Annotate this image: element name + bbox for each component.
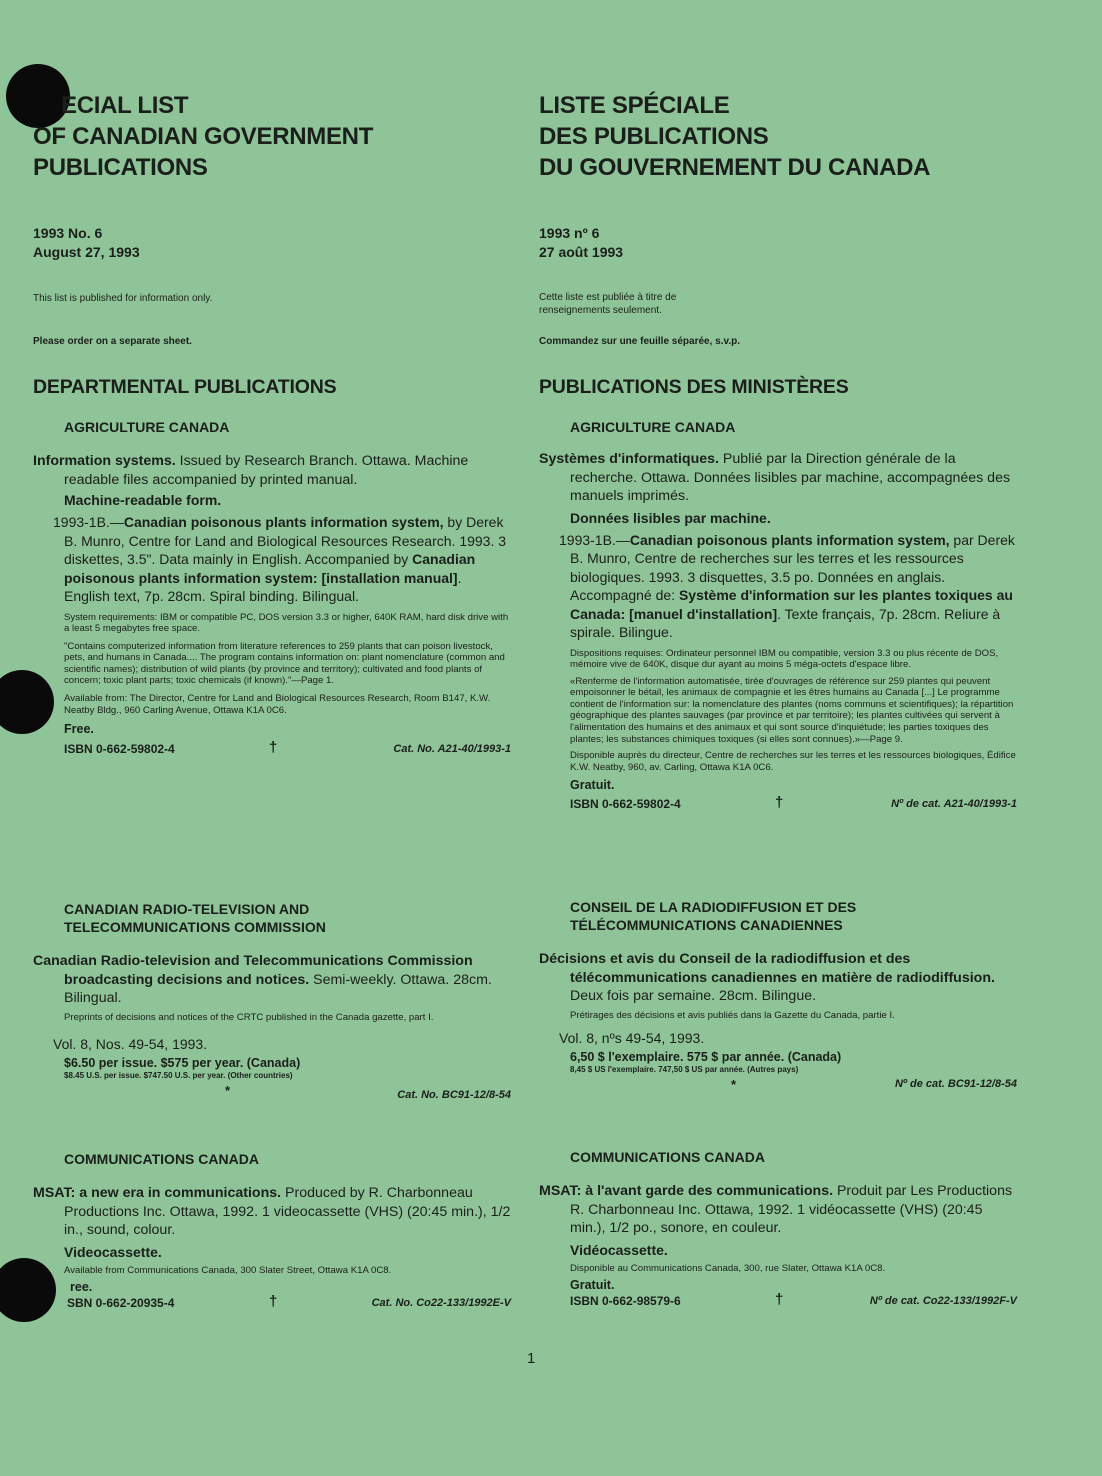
- entry-title: Information systems.: [33, 453, 176, 469]
- isbn: ISBN 0-662-98579-6: [570, 1294, 681, 1309]
- french-issue-block: [539, 224, 1017, 262]
- entry-text: Deux fois par semaine. 28cm. Bilingue.: [570, 988, 817, 1004]
- entry-note: Preprints of decisions and notices of the CRTC published in the Canada gazette, part I.: [64, 1011, 434, 1023]
- price-canada: $6.50 per issue. $575 per year. (Canada): [64, 1056, 301, 1071]
- title-line: LISTE SPÉCIALE: [539, 92, 730, 119]
- contents-note: "Contains computerized information from literature references to 259 plants that can poison livestock, pets, and humans in Canada.... The program contains information on: plant nomenclature (common and scientific names); distribution of wild plants (by province and territory); cultivated and food plants of concern; toxic plant parts; toxic chemicals (if known)."—Page 1.: [64, 640, 505, 687]
- system-requirements: Dispositions requises: Ordinateur personnel IBM ou compatible, version 3.3 ou plus récente de DOS, mémoire vive de 640K, disque dur ayant au moins 5 méga-octets d'espace libre.: [570, 647, 999, 671]
- price: Free.: [64, 722, 94, 737]
- title-line: DES PUBLICATIONS: [539, 123, 769, 150]
- crtc-section: [539, 898, 1017, 1095]
- dept-line: CONSEIL DE LA RADIODIFFUSION ET DES: [570, 899, 857, 915]
- entry-header: [33, 952, 511, 1008]
- entry-text: Semi-weekly. Ottawa. 28cm. Bilingual.: [64, 971, 492, 1006]
- format-label: Machine-readable form.: [64, 492, 222, 508]
- entry-header: [33, 1184, 511, 1240]
- catalog-row: [33, 1083, 511, 1101]
- price: Gratuit.: [570, 778, 615, 793]
- catalog-number: Cat. No. BC91-12/8-54: [397, 1089, 511, 1102]
- volume-line: Vol. 8, nºs 49-54, 1993.: [559, 1030, 705, 1047]
- entry-text: Produced by R. Charbonneau Productions Inc. Ottawa, 1992. 1 videocassette (VHS) (20:45 min.), 1/2 in., sound, colour.: [64, 1185, 511, 1238]
- price-other: 8,45 $ US l'exemplaire. 747,50 $ US par année. (Autres pays): [570, 1065, 799, 1075]
- entry-title: MSAT: a new era in communications.: [33, 1185, 282, 1201]
- entry-title: MSAT: à l'avant garde des communications.: [539, 1183, 834, 1199]
- isbn: ISBN 0-662-59802-4: [570, 797, 681, 812]
- entry-title: Systèmes d'informatiques.: [539, 451, 719, 467]
- department-heading: AGRICULTURE CANADA: [570, 419, 736, 435]
- department-heading: [33, 900, 511, 936]
- item-title-2: Système d'information sur les plantes toxiques au Canada: [manuel d'installation]: [570, 587, 1013, 622]
- order-note: Please order on a separate sheet.: [33, 336, 192, 347]
- item-text: by Derek B. Munro, Centre for Land and Biological Resources Research. 1993. 3 diskettes, 3.5". Data mainly in English. Accompanied by: [64, 514, 507, 567]
- english-title: [33, 90, 511, 183]
- volume-line: Vol. 8, Nos. 49-54, 1993.: [53, 1036, 208, 1053]
- entry-text: Produit par Les Productions R. Charbonneau Inc. Ottawa, 1992. 1 vidéocassette (VHS) (20:45 min.), 1/2 po., sonore, en couleur.: [570, 1183, 1013, 1236]
- section-title: DEPARTMENTAL PUBLICATIONS: [33, 376, 337, 398]
- contents-note: «Renferme de l'information automatisée, tirée d'ouvrages de référence sur 259 plantes qui peuvent empoisonner le bétail, les animaux de compagnie et les êtres humains au Canada [...] Le programme contient de l'information sur: la nomenclature des plantes (noms communs et scientifiques); la répartition géographique des plantes sauvages (par province et par territoire); les plantes cultivées qui servent à l'alimentation des humains et des animaux et qui sont source d'inquiétude; les parties toxiques des plantes; les substances chimiques toxiques (si elles sont connues).»—Page 9.: [570, 675, 1014, 745]
- format-label: Données lisibles par machine.: [570, 509, 771, 526]
- catalog-item: [539, 531, 1017, 642]
- department-heading: COMMUNICATIONS CANADA: [570, 1149, 765, 1165]
- availability-note: Disponible auprès du directeur, Centre de recherches sur les terres et les ressources biologiques, Édifice K.W. Neatby, 960, av. Carling, Ottawa K1A 0C6.: [570, 750, 1016, 773]
- catalog-row: [539, 1077, 1017, 1095]
- english-issue-block: [33, 224, 511, 262]
- catalog-number: Nº de cat. Co22-133/1992F-V: [869, 1295, 1017, 1308]
- item-title: Canadian poisonous plants information system,: [629, 531, 950, 548]
- price: ree.: [70, 1280, 93, 1295]
- catalog-number: Nº de cat. BC91-12/8-54: [894, 1078, 1017, 1091]
- item-text-2: . English text, 7p. 28cm. Spiral binding. Bilingual.: [64, 569, 462, 604]
- agriculture-section: [33, 418, 511, 760]
- dept-line: TÉLÉCOMMUNICATIONS CANADIENNES: [570, 917, 843, 933]
- item-number: 1993-1B.—: [53, 514, 124, 530]
- isbn-row: [33, 739, 511, 760]
- title-line: PUBLICATIONS: [33, 154, 208, 181]
- section-title: PUBLICATIONS DES MINISTÈRES: [539, 376, 849, 398]
- entry-header: [539, 450, 1017, 506]
- entry-title: Canadian Radio-television and Telecommunications Commission broadcasting decisions and notices.: [33, 953, 473, 988]
- item-text-2: . Texte français, 7p. 28cm. Reliure à spirale. Bilingue.: [570, 605, 1001, 640]
- system-requirements: System requirements: IBM or compatible PC, DOS version 3.3 or higher, 640K RAM, hard disk drive with a least 5 megabytes free space.: [64, 611, 509, 635]
- dept-line: TELECOMMUNICATIONS COMMISSION: [64, 919, 326, 935]
- title-line: ECIAL LIST: [61, 92, 189, 119]
- dagger-mark: †: [269, 739, 278, 757]
- dagger-mark: †: [269, 1293, 278, 1311]
- catalog-item: [33, 513, 511, 606]
- catalog-number: Cat. No. A21-40/1993-1: [393, 743, 511, 756]
- price-other: $8.45 U.S. per issue. $747.50 U.S. per year. (Other countries): [64, 1071, 293, 1081]
- title-line: DU GOUVERNEMENT DU CANADA: [539, 154, 931, 181]
- catalog-number: Cat. No. Co22-133/1992E-V: [371, 1297, 511, 1310]
- order-note: Commandez sur une feuille séparée, s.v.p.: [539, 336, 740, 347]
- dagger-mark: †: [775, 1291, 784, 1309]
- crtc-section: [33, 900, 511, 1101]
- dept-line: CANADIAN RADIO-TELEVISION AND: [64, 901, 310, 917]
- price: Gratuit.: [570, 1278, 615, 1293]
- entry-header: [539, 1182, 1017, 1238]
- availability-note: Available from Communications Canada, 300 Slater Street, Ottawa K1A 0C8.: [64, 1264, 392, 1276]
- isbn-row: [539, 1291, 1017, 1312]
- communications-section: [33, 1150, 511, 1314]
- entry-note: Prétirages des décisions et avis publiés dans la Gazette du Canada, partie I.: [570, 1009, 895, 1021]
- agriculture-section: [539, 418, 1017, 815]
- availability-note: Available from: The Director, Centre for Land and Biological Resources Research, Room B147, K.W. Neatby Bldg., 960 Carling Avenue, Ottawa K1A 0C6.: [64, 693, 491, 716]
- format-label: Vidéocassette.: [570, 1241, 668, 1258]
- isbn-row: [33, 1293, 511, 1314]
- entry-text: Issued by Research Branch. Ottawa. Machine readable files accompanied by printed manual.: [64, 453, 469, 488]
- item-number: 1993-1B.—: [559, 531, 630, 548]
- item-text: par Derek B. Munro, Centre de recherches sur les terres et les ressources biologiques. 1993. 3 disquettes, 3.5 po. Données en anglais. Accompagné de:: [570, 531, 1015, 603]
- issue-date: 27 août 1993: [539, 244, 624, 260]
- department-heading: COMMUNICATIONS CANADA: [64, 1151, 259, 1167]
- price-canada: 6,50 $ l'exemplaire. 575 $ par année. (Canada): [570, 1050, 842, 1065]
- entry-header: [539, 950, 1017, 1006]
- communications-section: [539, 1148, 1017, 1312]
- info-note: Cette liste est publiée à titre de renseignements seulement.: [539, 292, 677, 316]
- issue-date: August 27, 1993: [33, 244, 140, 260]
- entry-header: [33, 452, 511, 489]
- asterisk-mark: *: [731, 1077, 737, 1093]
- asterisk-mark: *: [225, 1083, 231, 1099]
- dagger-mark: †: [775, 794, 784, 812]
- issue-number: 1993 No. 6: [33, 225, 103, 241]
- isbn: ISBN 0-662-59802-4: [64, 742, 175, 757]
- isbn: SBN 0-662-20935-4: [67, 1296, 175, 1311]
- entry-text: Publié par la Direction générale de la recherche. Ottawa. Données lisibles par machine, accompagnées des manuels imprimés.: [570, 451, 1011, 504]
- format-label: Videocassette.: [64, 1243, 162, 1260]
- department-heading: AGRICULTURE CANADA: [64, 419, 230, 435]
- item-title-2: Canadian poisonous plants information system: [installation manual]: [64, 551, 476, 586]
- entry-title: Décisions et avis du Conseil de la radiodiffusion et des télécommunications canadiennes en matière de radiodiffusion.: [539, 951, 995, 986]
- issue-number: 1993 nº 6: [539, 225, 600, 241]
- page-number: 1: [527, 1350, 536, 1367]
- department-heading: [539, 898, 1017, 934]
- isbn-row: [539, 794, 1017, 815]
- title-line: OF CANADIAN GOVERNMENT: [33, 123, 374, 150]
- item-title: Canadian poisonous plants information system,: [123, 514, 444, 530]
- french-title: [539, 90, 1017, 183]
- availability-note: Disponible au Communications Canada, 300, rue Slater, Ottawa K1A 0C8.: [570, 1262, 886, 1274]
- catalog-number: Nº de cat. A21-40/1993-1: [891, 798, 1017, 811]
- info-note: This list is published for information only.: [33, 293, 213, 304]
